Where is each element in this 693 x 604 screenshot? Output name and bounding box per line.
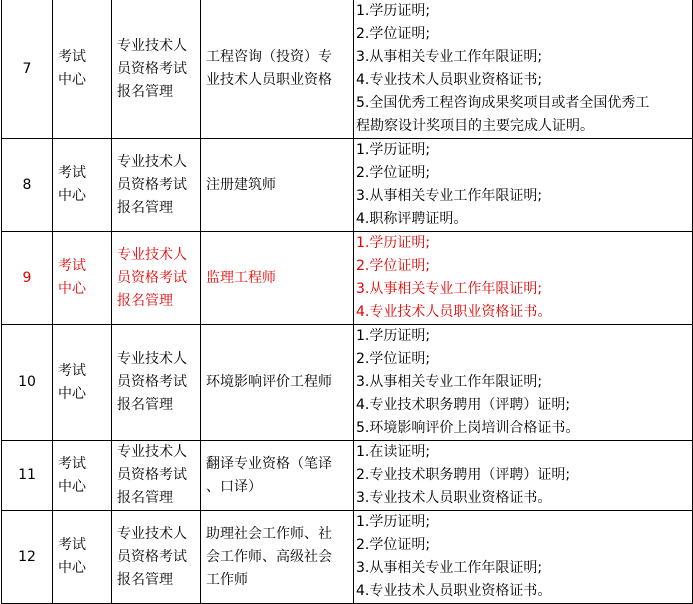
row-number: 11 [2, 441, 53, 511]
qualification-table [1, 0, 693, 604]
item-line: 报名管理 [117, 397, 173, 413]
material-line: 2.学位证明; [356, 351, 431, 367]
item-cell [112, 441, 201, 511]
department-cell [53, 232, 112, 325]
item-line: 员资格考试 [117, 467, 187, 483]
material-line: 2.专业技术职务聘用（评聘）证明; [356, 467, 571, 483]
materials-cell [354, 441, 693, 511]
category-line: 监理工程师 [206, 269, 276, 286]
table-body [2, 0, 693, 604]
material-line: 1.学历证明; [356, 328, 431, 344]
department-line: 考试 [58, 258, 86, 274]
row-number: 10 [2, 325, 53, 441]
category-cell [201, 441, 354, 511]
materials-cell [354, 325, 693, 441]
department-cell [53, 139, 112, 232]
department-line: 考试 [58, 49, 86, 65]
row-number: 7 [2, 0, 53, 139]
table-row [2, 0, 693, 139]
department-line: 中心 [58, 385, 86, 402]
table-row [2, 325, 693, 441]
department-line: 中心 [58, 478, 86, 495]
item-line: 报名管理 [117, 83, 173, 100]
row-number: 12 [2, 511, 53, 604]
item-line: 专业技术人 [117, 246, 187, 263]
category-line: 、口译） [206, 478, 262, 495]
material-line: 2.学位证明; [356, 26, 431, 42]
table-row [2, 139, 693, 232]
category-line: 会工作师、高级社会 [206, 548, 332, 565]
item-line: 专业技术人 [117, 351, 187, 367]
item-line: 员资格考试 [117, 176, 187, 193]
material-line: 2.学位证明; [356, 537, 431, 553]
category-line: 注册建筑师 [206, 176, 276, 193]
category-cell [201, 511, 354, 604]
category-line: 助理社会工作师、社 [206, 525, 332, 542]
material-line: 5.全国优秀工程咨询成果奖项目或者全国优秀工 [356, 95, 650, 111]
row-number: 9 [2, 232, 53, 325]
item-cell [112, 325, 201, 441]
category-line: 环境影响评价工程师 [206, 374, 332, 390]
department-line: 考试 [58, 165, 86, 181]
category-line: 工程咨询（投资）专 [206, 49, 332, 65]
material-line: 4.职称评聘证明。 [356, 211, 468, 227]
item-line: 报名管理 [117, 571, 173, 588]
item-cell [112, 511, 201, 604]
material-line: 1.在读证明; [356, 444, 431, 460]
item-line: 员资格考试 [117, 374, 187, 390]
table-row [2, 441, 693, 511]
department-cell [53, 0, 112, 139]
category-line: 翻译专业资格（笔译 [206, 455, 332, 472]
department-line: 考试 [58, 455, 86, 472]
department-cell [53, 511, 112, 604]
item-line: 专业技术人 [117, 525, 187, 542]
material-line: 4.专业技术人员职业资格证书; [356, 72, 543, 88]
material-line: 2.学位证明; [356, 258, 431, 274]
materials-cell [354, 0, 693, 139]
row-number: 8 [2, 139, 53, 232]
table-row-highlighted [2, 232, 693, 325]
materials-cell [354, 511, 693, 604]
category-cell [201, 325, 354, 441]
material-line: 3.从事相关专业工作年限证明; [356, 374, 543, 390]
department-cell [53, 325, 112, 441]
material-line: 1.学历证明; [356, 235, 431, 251]
material-line: 1.学历证明; [356, 514, 431, 530]
material-line: 2.学位证明; [356, 165, 431, 181]
materials-cell [354, 139, 693, 232]
table-row [2, 511, 693, 604]
item-line: 报名管理 [117, 292, 173, 309]
department-line: 中心 [58, 72, 86, 88]
material-line: 4.专业技术职务聘用（评聘）证明; [356, 397, 571, 413]
material-line: 1.学历证明; [356, 3, 431, 19]
item-cell [112, 0, 201, 139]
material-line: 4.专业技术人员职业资格证书。 [356, 304, 552, 320]
material-line: 1.学历证明; [356, 142, 431, 158]
category-cell [201, 0, 354, 139]
item-line: 员资格考试 [117, 548, 187, 565]
item-line: 报名管理 [117, 490, 173, 506]
department-line: 中心 [58, 188, 86, 204]
category-line: 工作师 [206, 571, 248, 588]
department-line: 考试 [58, 537, 86, 553]
item-line: 专业技术人 [117, 37, 187, 54]
material-line: 3.从事相关专业工作年限证明; [356, 560, 543, 576]
material-line: 3.从事相关专业工作年限证明; [356, 188, 543, 204]
material-line: 4.专业技术人员职业资格证书。 [356, 583, 552, 599]
item-cell [112, 139, 201, 232]
category-cell [201, 139, 354, 232]
material-line: 程勘察设计奖项目的主要完成人证明。 [356, 118, 594, 134]
item-line: 报名管理 [117, 199, 173, 216]
category-cell [201, 232, 354, 325]
item-line: 专业技术人 [117, 153, 187, 170]
item-cell [112, 232, 201, 325]
item-line: 员资格考试 [117, 60, 187, 77]
item-line: 员资格考试 [117, 269, 187, 286]
material-line: 3.从事相关专业工作年限证明; [356, 49, 543, 65]
department-line: 中心 [58, 560, 86, 576]
item-line: 专业技术人 [117, 444, 187, 460]
department-line: 考试 [58, 362, 86, 379]
material-line: 5.环境影响评价上岗培训合格证书。 [356, 420, 580, 436]
category-line: 业技术人员职业资格 [206, 72, 332, 88]
department-cell [53, 441, 112, 511]
material-line: 3.专业技术人员职业资格证书。 [356, 490, 552, 506]
material-line: 3.从事相关专业工作年限证明; [356, 281, 543, 297]
department-line: 中心 [58, 281, 86, 297]
materials-cell [354, 232, 693, 325]
